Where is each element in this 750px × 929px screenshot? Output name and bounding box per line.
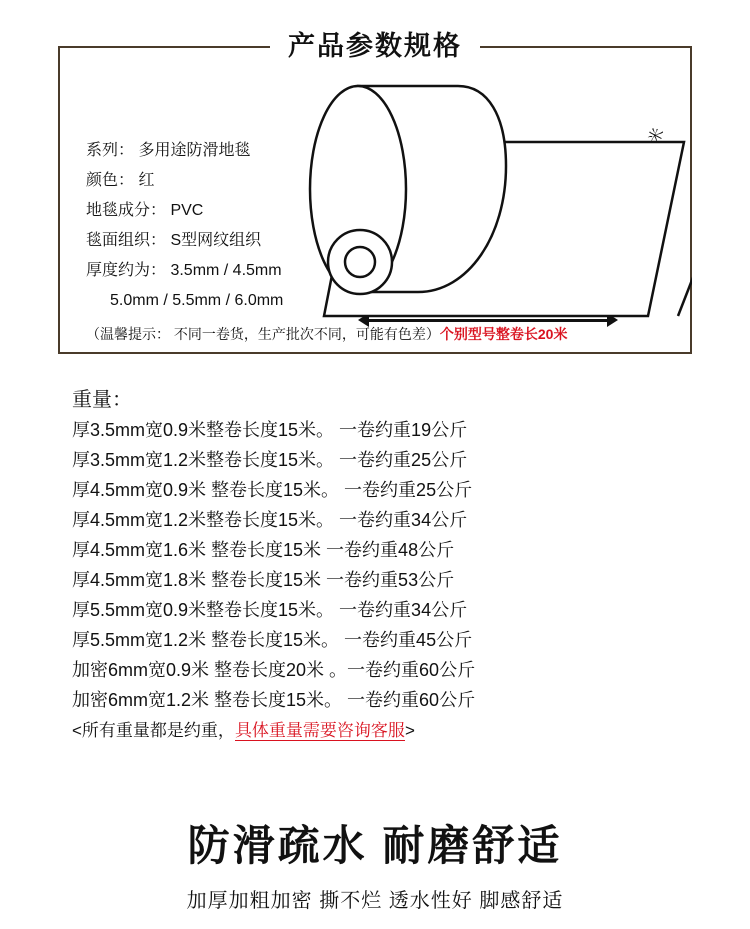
weight-footnote-suffix: > [404,721,415,740]
spec-note [86,324,567,344]
weight-row: 厚4.5mm宽1.8米 整卷长度15米 一卷约重53公斤 [72,570,455,590]
weight-footnote [72,715,692,747]
weight-row: 厚3.5mm宽0.9米整卷长度15米。 一卷约重19公斤 [72,420,468,440]
weight-row: 加密6mm宽0.9米 整卷长度20米 。一卷约重60公斤 [72,660,476,680]
spec-note-text: （温馨提示： 不同一卷货，生产批次不同，可能有色差） [86,326,440,342]
weight-row: 厚4.5mm宽1.2米整卷长度15米。 一卷约重34公斤 [72,510,468,530]
weight-row: 厚4.5mm宽1.6米 整卷长度15米 一卷约重48公斤 [72,540,455,560]
weight-row: 厚5.5mm宽1.2米 整卷长度15米。 一卷约重45公斤 [72,630,473,650]
spec-panel-title: 产品参数规格 [270,24,480,63]
weight-row: 加密6mm宽1.2米 整卷长度15米。 一卷约重60公斤 [72,690,476,710]
spec-note-highlight: 个别型号整卷长20米 [439,326,568,342]
weight-section [72,385,692,747]
spec-line-color: 颜色： 红 [86,172,155,189]
weight-title: 重量： [72,389,132,411]
slogan-section [0,818,750,916]
spec-line-series: 系列： 多用途防滑地毯 [86,142,251,159]
spec-line-thickness: 厚度约为： 3.5mm / 4.5mm [86,262,282,279]
slogan-headline: 防滑疏水 耐磨舒适 [187,822,563,869]
weight-footnote-highlight: 具体重量需要咨询客服 [234,721,405,740]
slogan-subline: 加厚加粗加密 撕不烂 透水性好 脚感舒适 [186,890,564,912]
weight-row: 厚4.5mm宽0.9米 整卷长度15米。 一卷约重25公斤 [72,480,473,500]
weight-row: 厚3.5mm宽1.2米整卷长度15米。 一卷约重25公斤 [72,450,468,470]
spec-line-thickness-cont: 5.0mm / 5.5mm / 6.0mm [110,292,284,309]
spec-line-weave: 毯面组织： S型网纹组织 [86,232,262,249]
weight-row: 厚5.5mm宽0.9米整卷长度15米。 一卷约重34公斤 [72,600,468,620]
spec-list [86,136,283,316]
spec-line-material: 地毯成分： PVC [86,202,204,219]
product-spec-panel [58,24,692,354]
weight-footnote-prefix: <所有重量都是约重， [72,721,235,740]
